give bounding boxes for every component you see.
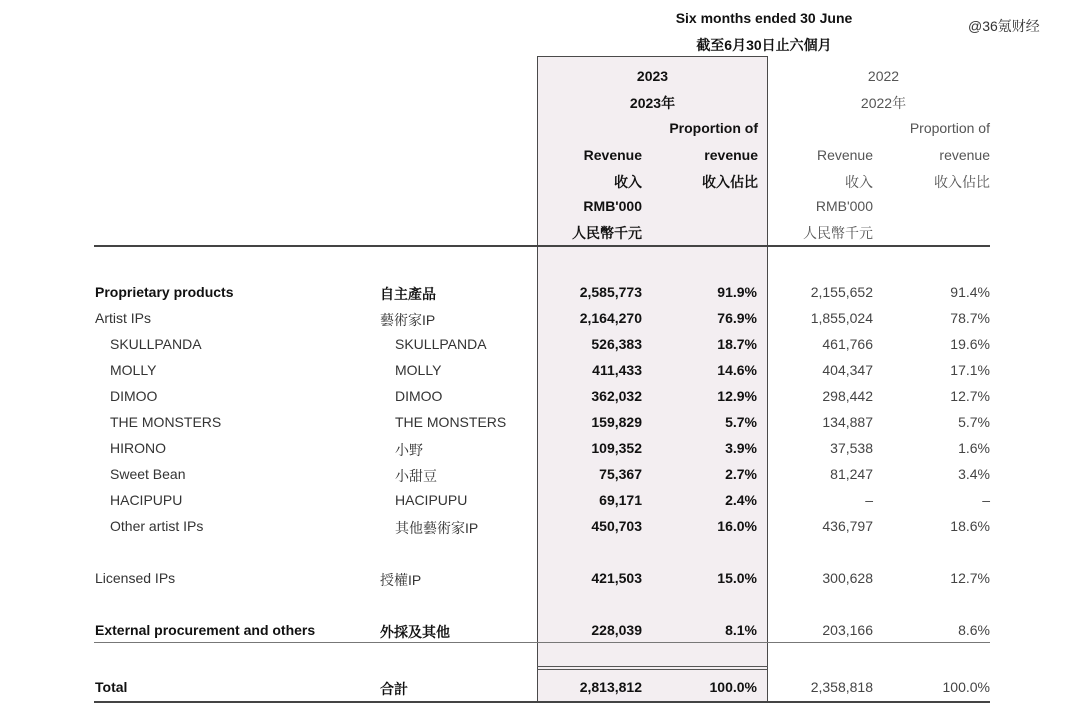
proportion-2023: 3.9% xyxy=(725,440,757,456)
revenue-2023: 526,383 xyxy=(591,336,642,352)
revenue-2022: 461,766 xyxy=(822,336,873,352)
proportion-2023: 18.7% xyxy=(717,336,757,352)
row-label-cn: DIMOO xyxy=(395,388,443,404)
proportion-2022: 3.4% xyxy=(958,466,990,482)
header-rule xyxy=(94,245,990,247)
unit-2023-label: RMB'000 xyxy=(583,198,642,214)
proportion-2022: 78.7% xyxy=(950,310,990,326)
prop-2023-label-cn: 收入佔比 xyxy=(702,174,758,190)
proportion-2023: 12.9% xyxy=(717,388,757,404)
watermark: @36氪财经 xyxy=(968,18,1040,34)
table-row-total xyxy=(0,679,1080,699)
revenue-2023: 450,703 xyxy=(591,518,642,534)
proportion-2022: 19.6% xyxy=(950,336,990,352)
subtotal-rule xyxy=(94,642,990,643)
row-label-cn: 其他藝術家IP xyxy=(395,520,479,536)
total-bottom-rule xyxy=(94,701,990,703)
revenue-2022: 81,247 xyxy=(830,466,873,482)
row-label-cn: 合計 xyxy=(380,681,408,697)
revenue-2022: 203,166 xyxy=(822,622,873,638)
prop-2023-line2: revenue xyxy=(704,147,758,163)
proportion-2023: 91.9% xyxy=(717,284,757,300)
row-label-en: MOLLY xyxy=(110,362,157,378)
table-row-hacipupu xyxy=(0,492,1080,512)
revenue-2023: 2,164,270 xyxy=(579,310,642,326)
revenue-2023-label: Revenue xyxy=(583,147,642,163)
revenue-2022-label: Revenue xyxy=(816,147,873,163)
table-row-artist-ips xyxy=(0,310,1080,330)
proportion-2023: 8.1% xyxy=(725,622,757,638)
unit-2023-label-cn: 人民幣千元 xyxy=(572,225,642,241)
table-row-licensed-ips xyxy=(0,570,1080,590)
revenue-2023: 421,503 xyxy=(591,570,642,586)
row-label-en: Licensed IPs xyxy=(95,570,176,586)
proportion-2023: 100.0% xyxy=(709,679,757,695)
revenue-2022: 134,887 xyxy=(822,414,873,430)
prop-2022-line1: Proportion of xyxy=(909,120,990,136)
table-row-skullpanda xyxy=(0,336,1080,356)
row-label-en: THE MONSTERS xyxy=(110,414,222,430)
revenue-2022: 404,347 xyxy=(822,362,873,378)
prop-2023-line1: Proportion of xyxy=(669,120,758,136)
revenue-2022: 2,358,818 xyxy=(810,679,873,695)
revenue-2022-label-cn: 收入 xyxy=(845,174,873,190)
row-label-en: Total xyxy=(95,679,128,695)
table-row-proprietary xyxy=(0,284,1080,304)
row-label-en: External procurement and others xyxy=(95,622,316,638)
prop-2022-line2: revenue xyxy=(939,147,990,163)
revenue-2023: 69,171 xyxy=(599,492,642,508)
revenue-2022: 1,855,024 xyxy=(810,310,873,326)
revenue-2023: 362,032 xyxy=(591,388,642,404)
row-label-en: SKULLPANDA xyxy=(110,336,202,352)
row-label-en: Sweet Bean xyxy=(110,466,186,482)
year-2023-label: 2023 xyxy=(636,68,669,84)
revenue-2023: 75,367 xyxy=(599,466,642,482)
row-label-cn: 自主產品 xyxy=(380,286,436,302)
revenue-2023: 2,585,773 xyxy=(579,284,642,300)
proportion-2022: 17.1% xyxy=(950,362,990,378)
row-label-en: HIRONO xyxy=(110,440,166,456)
table-row-sweet-bean xyxy=(0,466,1080,486)
revenue-2022: 436,797 xyxy=(822,518,873,534)
proportion-2023: 76.9% xyxy=(717,310,757,326)
revenue-2023: 411,433 xyxy=(592,362,642,378)
row-label-cn: 小野 xyxy=(395,442,423,458)
row-label-cn: 藝術家IP xyxy=(380,312,436,328)
row-label-cn: 外採及其他 xyxy=(380,624,450,640)
proportion-2022: 12.7% xyxy=(950,570,990,586)
period-title-cn: 截至6月30日止六個月 xyxy=(696,37,832,53)
proportion-2022: 1.6% xyxy=(958,440,990,456)
proportion-2022: 91.4% xyxy=(950,284,990,300)
table-row-other-artist-ips xyxy=(0,518,1080,538)
row-label-cn: SKULLPANDA xyxy=(395,336,487,352)
row-label-cn: MOLLY xyxy=(395,362,442,378)
revenue-2022: 298,442 xyxy=(822,388,873,404)
proportion-2022: 100.0% xyxy=(942,679,990,695)
revenue-2023: 228,039 xyxy=(591,622,642,638)
table-row-external-procurement xyxy=(0,622,1080,642)
period-title-en: Six months ended 30 June xyxy=(675,10,853,26)
table-row-hirono xyxy=(0,440,1080,460)
table-row-the-monsters xyxy=(0,414,1080,434)
row-label-en: Other artist IPs xyxy=(110,518,204,534)
table-row-dimoo xyxy=(0,388,1080,408)
proportion-2023: 15.0% xyxy=(717,570,757,586)
revenue-2022: 2,155,652 xyxy=(810,284,873,300)
row-label-en: Artist IPs xyxy=(95,310,152,326)
revenue-2023-label-cn: 收入 xyxy=(614,174,642,190)
proportion-2023: 16.0% xyxy=(717,518,757,534)
proportion-2022: – xyxy=(982,492,990,508)
revenue-2023: 109,352 xyxy=(591,440,642,456)
row-label-en: DIMOO xyxy=(110,388,158,404)
table-row-molly xyxy=(0,362,1080,382)
proportion-2023: 2.4% xyxy=(725,492,757,508)
row-label-cn: 小甜豆 xyxy=(395,468,437,484)
row-label-en: HACIPUPU xyxy=(110,492,183,508)
proportion-2023: 2.7% xyxy=(725,466,757,482)
year-2022-label: 2022 xyxy=(867,68,900,84)
prop-2022-label-cn: 收入佔比 xyxy=(934,174,990,190)
proportion-2022: 12.7% xyxy=(950,388,990,404)
revenue-2022: 300,628 xyxy=(822,570,873,586)
revenue-2023: 159,829 xyxy=(591,414,642,430)
proportion-2022: 8.6% xyxy=(958,622,990,638)
row-label-cn: 授權IP xyxy=(380,572,422,588)
unit-2022-label-cn: 人民幣千元 xyxy=(803,225,873,241)
row-label-en: Proprietary products xyxy=(95,284,234,300)
proportion-2023: 14.6% xyxy=(717,362,757,378)
revenue-2023: 2,813,812 xyxy=(579,679,642,695)
proportion-2023: 5.7% xyxy=(725,414,757,430)
proportion-2022: 5.7% xyxy=(958,414,990,430)
unit-2022-label: RMB'000 xyxy=(815,198,873,214)
revenue-2022: – xyxy=(865,492,873,508)
year-2022-label-cn: 2022年 xyxy=(860,95,907,111)
revenue-2022: 37,538 xyxy=(830,440,873,456)
row-label-cn: HACIPUPU xyxy=(395,492,468,508)
row-label-cn: THE MONSTERS xyxy=(395,414,507,430)
year-2023-label-cn: 2023年 xyxy=(629,95,676,111)
proportion-2022: 18.6% xyxy=(950,518,990,534)
